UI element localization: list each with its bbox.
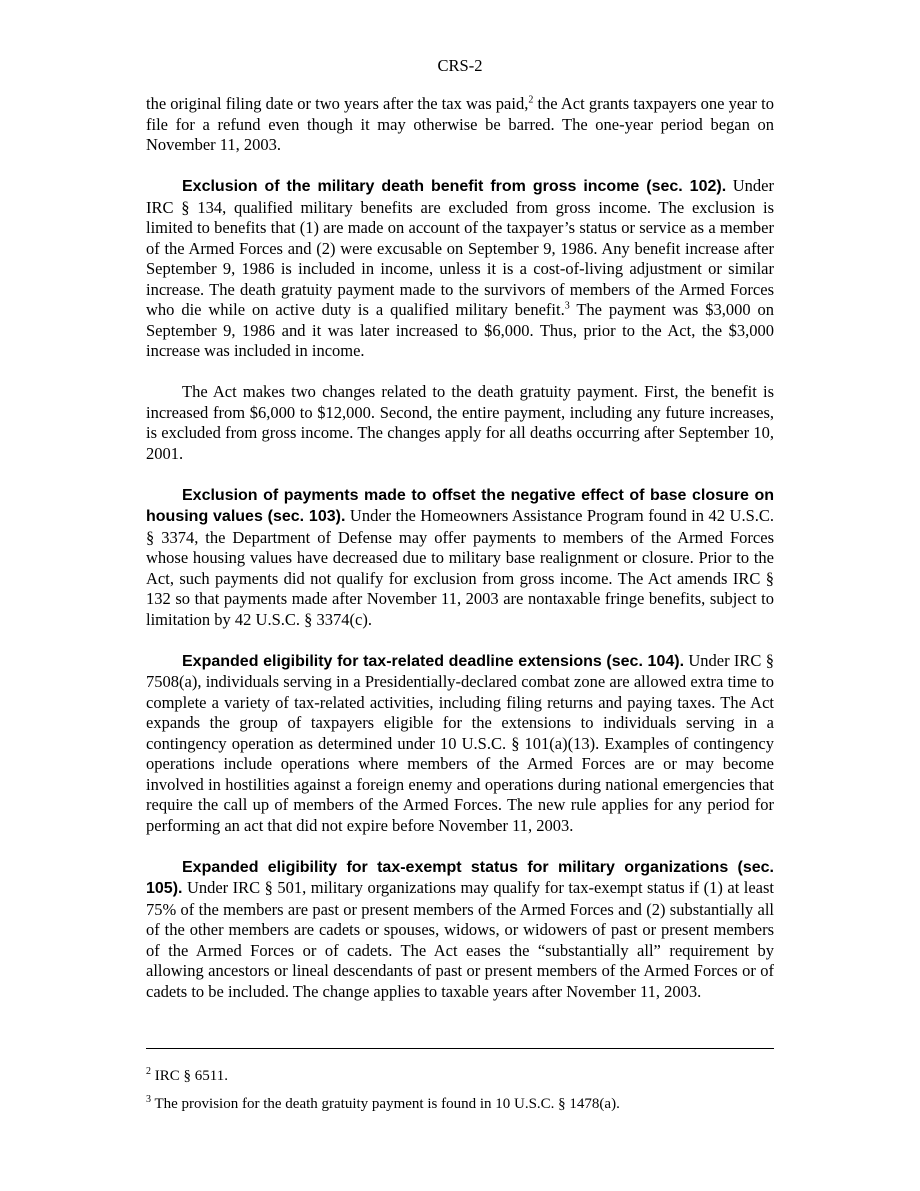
section-103-heading: Exclusion of payments made to offset the negative effect of base closure on housing values (sec. 103). (146, 486, 774, 525)
section-102-paragraph (146, 176, 774, 362)
footnote-number: 2 (146, 1066, 151, 1077)
section-105-paragraph (146, 857, 774, 1003)
footnote-text: The provision for the death gratuity payment is found in 10 U.S.C. § 1478(a). (151, 1096, 620, 1112)
document-body (146, 94, 774, 1023)
paragraph-text: The payment was $3,000 on September 9, 1986 and it was later increased to $6,000. Thus, prior to the Act, the $3,000 increase was included in income. (146, 300, 774, 360)
footnote-2 (146, 1066, 774, 1086)
page-number-header: CRS-2 (437, 56, 483, 75)
paragraph-text: Under IRC § 134, qualified military benefits are excluded from gross income. The exclusion is limited to benefits that (1) are made on account of the taxpayer’s status or service as a member of the Armed Forces and (2) were excusable on September 9, 1986. Any benefit increase after September 9, 1986 is included in income, unless it is a cost-of-living adjustment or similar increase. The death gratuity payment made to the survivors of members of the Armed Forces who die while on active duty is a qualified military benefit. (146, 176, 775, 319)
paragraph-text: Under IRC § 7508(a), individuals serving in a Presidentially-declared combat zone are allowed extra time to complete a variety of tax-related activities, including filing returns and paying taxes. The Act expands the group of taxpayers eligible for the extensions to individuals serving in a contingency operation as determined under 10 U.S.C. § 101(a)(13). Examples of contingency operations include operations where members of the Armed Forces are or may become involved in hostilities against a foreign enemy and operations during national emergencies that require the call up of members of the Armed Forces. The new rule applies for any period for performing an act that did not expire before November 11, 2003. (146, 650, 774, 835)
footnote-ref-2: 2 (528, 94, 534, 106)
footnote-divider (146, 1048, 774, 1049)
footnote-text: IRC § 6511. (151, 1068, 228, 1084)
footnotes (146, 1066, 774, 1122)
paragraph-text: Under IRC § 501, military organizations may qualify for tax-exempt status if (1) at least 75% of the members are past or present members of the Armed Forces and (2) substantially all of the other members are cadets or spouses, widows, or widowers of past or present members of the Armed Forces or of cadets. The Act eases the “substantially all” requirement by allowing ancestors or lineal descendants of past or present members of the Armed Forces or of cadets to be included. The change applies to taxable years after November 11, 2003. (146, 878, 774, 1001)
section-104-paragraph (146, 651, 774, 837)
death-gratuity-paragraph: The Act makes two changes related to the death gratuity payment. First, the benefit is increased from $6,000 to $12,000. Second, the entire payment, including any future increases, is excluded from gross income. The changes apply for all deaths occurring after September 10, 2001. (146, 382, 774, 463)
section-104-heading: Expanded eligibility for tax-related deadline extensions (sec. 104). (182, 652, 685, 670)
section-103-paragraph (146, 485, 774, 631)
paragraph-text: the original filing date or two years after the tax was paid, (146, 94, 529, 113)
section-102-heading: Exclusion of the military death benefit from gross income (sec. 102). (182, 178, 727, 195)
footnote-3 (146, 1094, 774, 1114)
paragraph-continuation (146, 94, 774, 156)
footnote-ref-3: 3 (564, 300, 570, 312)
footnote-number: 3 (146, 1094, 151, 1105)
paragraph-text: the Act grants taxpayers one year to file for a refund even though it may otherwise be barred. The one-year period began on November 11, 2003. (146, 94, 774, 154)
paragraph-text: Under the Homeowners Assistance Program found in 42 U.S.C. § 3374, the Department of Defense may offer payments to members of the Armed Forces whose housing values have decreased due to military base realignment or closure. Prior to the Act, such payments did not qualify for exclusion from gross income. The Act amends IRC § 132 so that payments made after November 11, 2003 are nontaxable fringe benefits, subject to limitation by 42 U.S.C. § 3374(c). (146, 506, 775, 629)
section-105-heading: Expanded eligibility for tax-exempt status for military organizations (sec. 105). (146, 858, 774, 897)
